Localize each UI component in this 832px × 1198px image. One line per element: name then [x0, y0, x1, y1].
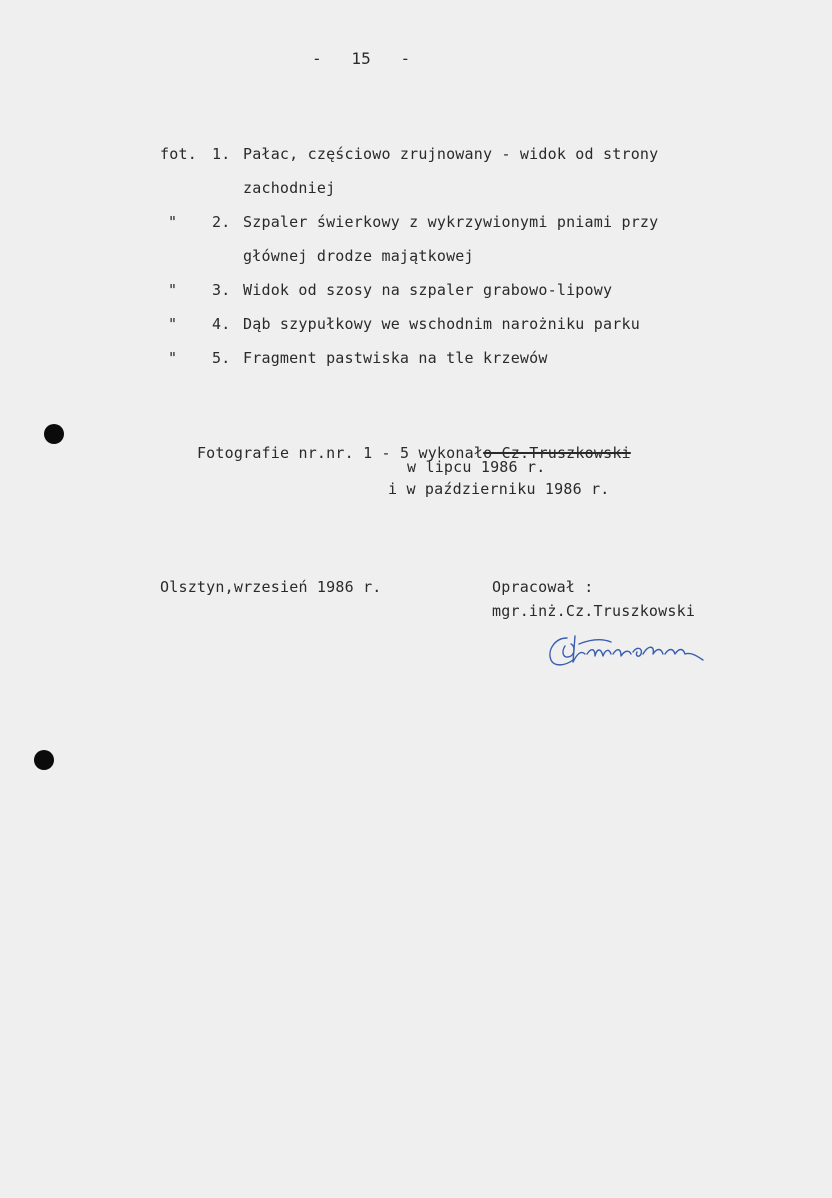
- caption-text-continued: głównej drodze majątkowej: [243, 247, 474, 265]
- struck-through-text: o Cz.Truszkowski: [483, 444, 631, 462]
- handwritten-signature: [545, 624, 710, 672]
- author-name: mgr.inż.Cz.Truszkowski: [492, 602, 696, 620]
- caption-text: Szpaler świerkowy z wykrzywionymi pniami przy: [243, 213, 659, 231]
- caption-number: 5.: [212, 349, 231, 367]
- caption-number: 4.: [212, 315, 231, 333]
- ditto-mark: ": [168, 315, 178, 333]
- page-number: - 15 -: [312, 49, 411, 68]
- caption-text-continued: zachodniej: [243, 179, 336, 197]
- photo-date-line: i w październiku 1986 r.: [388, 480, 610, 498]
- caption-text: Dąb szypułkowy we wschodnim narożniku parku: [243, 315, 640, 333]
- ditto-mark: ": [168, 281, 178, 299]
- ditto-mark: ": [168, 213, 178, 231]
- caption-text: Widok od szosy na szpaler grabowo-lipowy: [243, 281, 613, 299]
- photo-credit: [160, 426, 631, 480]
- punch-hole-bottom: [34, 750, 54, 770]
- caption-text: Pałac, częściowo zrujnowany - widok od strony: [243, 145, 659, 163]
- place-and-date: Olsztyn,wrzesień 1986 r.: [160, 578, 382, 596]
- caption-number: 2.: [212, 213, 231, 231]
- caption-marker: fot.: [160, 145, 197, 163]
- caption-number: 1.: [212, 145, 231, 163]
- punch-hole-top: [44, 424, 64, 444]
- caption-number: 3.: [212, 281, 231, 299]
- photo-credit-text: Fotografie nr.nr. 1 - 5 wykonał: [196, 444, 484, 462]
- ditto-mark: ": [168, 349, 178, 367]
- caption-text: Fragment pastwiska na tle krzewów: [243, 349, 548, 367]
- photo-date-line: w lipcu 1986 r.: [407, 458, 546, 476]
- prepared-by-label: Opracował :: [492, 578, 594, 596]
